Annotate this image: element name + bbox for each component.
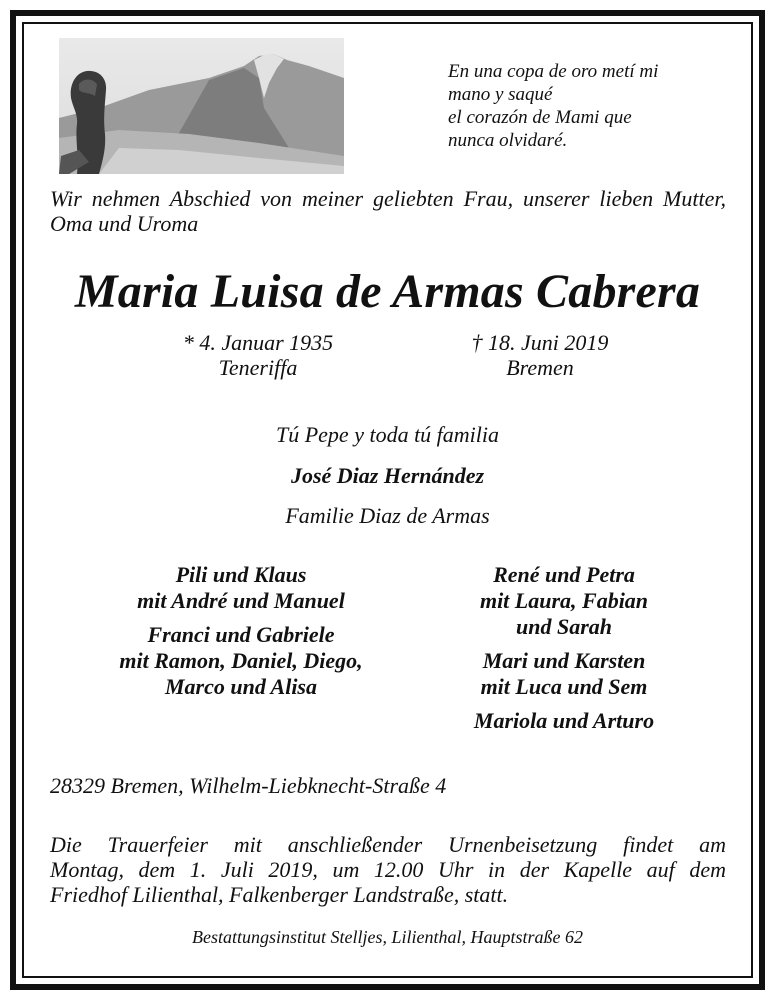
ceremony-line: Friedhof Lilienthal, Falkenberger Landstraße, statt. bbox=[50, 882, 509, 907]
birth-date: * 4. Januar 1935 bbox=[182, 330, 334, 355]
death-info bbox=[410, 330, 670, 380]
mourners-right-column bbox=[404, 562, 724, 742]
poem-line: el corazón de Mami que bbox=[448, 107, 632, 128]
death-place: Bremen bbox=[506, 355, 574, 380]
funeral-home: Bestattungsinstitut Stelljes, Lilienthal, Hauptstraße 62 bbox=[192, 927, 583, 947]
address: 28329 Bremen, Wilhelm-Liebknecht-Straße 4 bbox=[50, 773, 447, 798]
mourner-line: Pili und Klaus bbox=[175, 562, 307, 587]
mourner-group bbox=[404, 648, 724, 700]
ceremony-line: Die Trauerfeier mit anschließender Urnenbeisetzung findet am bbox=[50, 832, 726, 857]
mourner-group bbox=[81, 622, 401, 700]
poem-line: En una copa de oro metí mi bbox=[448, 61, 659, 82]
family-name: Familie Diaz de Armas bbox=[285, 503, 490, 528]
ceremony-line: Montag, dem 1. Juli 2019, um 12.00 Uhr in der Kapelle auf dem bbox=[50, 857, 726, 882]
mourner-line: und Sarah bbox=[515, 614, 612, 639]
mourner-group bbox=[81, 562, 401, 614]
deceased-name: Maria Luisa de Armas Cabrera bbox=[74, 265, 701, 318]
death-date: † 18. Juni 2019 bbox=[471, 330, 609, 355]
mourner-line: mit Ramon, Daniel, Diego, bbox=[119, 648, 363, 673]
mourner-line: Mari und Karsten bbox=[482, 648, 646, 673]
husband-name: José Diaz Hernández bbox=[290, 463, 485, 488]
birth-info bbox=[128, 330, 388, 380]
poem-line: nunca olvidaré. bbox=[448, 130, 568, 151]
mourner-line: mit Luca und Sem bbox=[480, 674, 648, 699]
mountain-photo bbox=[59, 38, 344, 174]
mourner-line: René und Petra bbox=[493, 562, 635, 587]
intro-text: Wir nehmen Abschied von meiner geliebten Frau, unserer lieben Mutter, Oma und Uroma bbox=[50, 186, 726, 236]
mourner-group bbox=[404, 708, 724, 734]
mourner-line: mit André und Manuel bbox=[137, 588, 345, 613]
mourner-group bbox=[404, 562, 724, 640]
mourners-left-column bbox=[81, 562, 401, 708]
mourner-line: Franci und Gabriele bbox=[147, 622, 335, 647]
mourner-line: Mariola und Arturo bbox=[473, 708, 655, 733]
poem bbox=[448, 60, 738, 152]
ceremony-notice bbox=[50, 832, 726, 907]
mourner-line: Marco und Alisa bbox=[164, 674, 317, 699]
dedication: Tú Pepe y toda tú familia bbox=[275, 422, 500, 447]
mourner-line: mit Laura, Fabian bbox=[479, 588, 649, 613]
birth-place: Teneriffa bbox=[218, 355, 298, 380]
poem-line: mano y saqué bbox=[448, 84, 553, 105]
